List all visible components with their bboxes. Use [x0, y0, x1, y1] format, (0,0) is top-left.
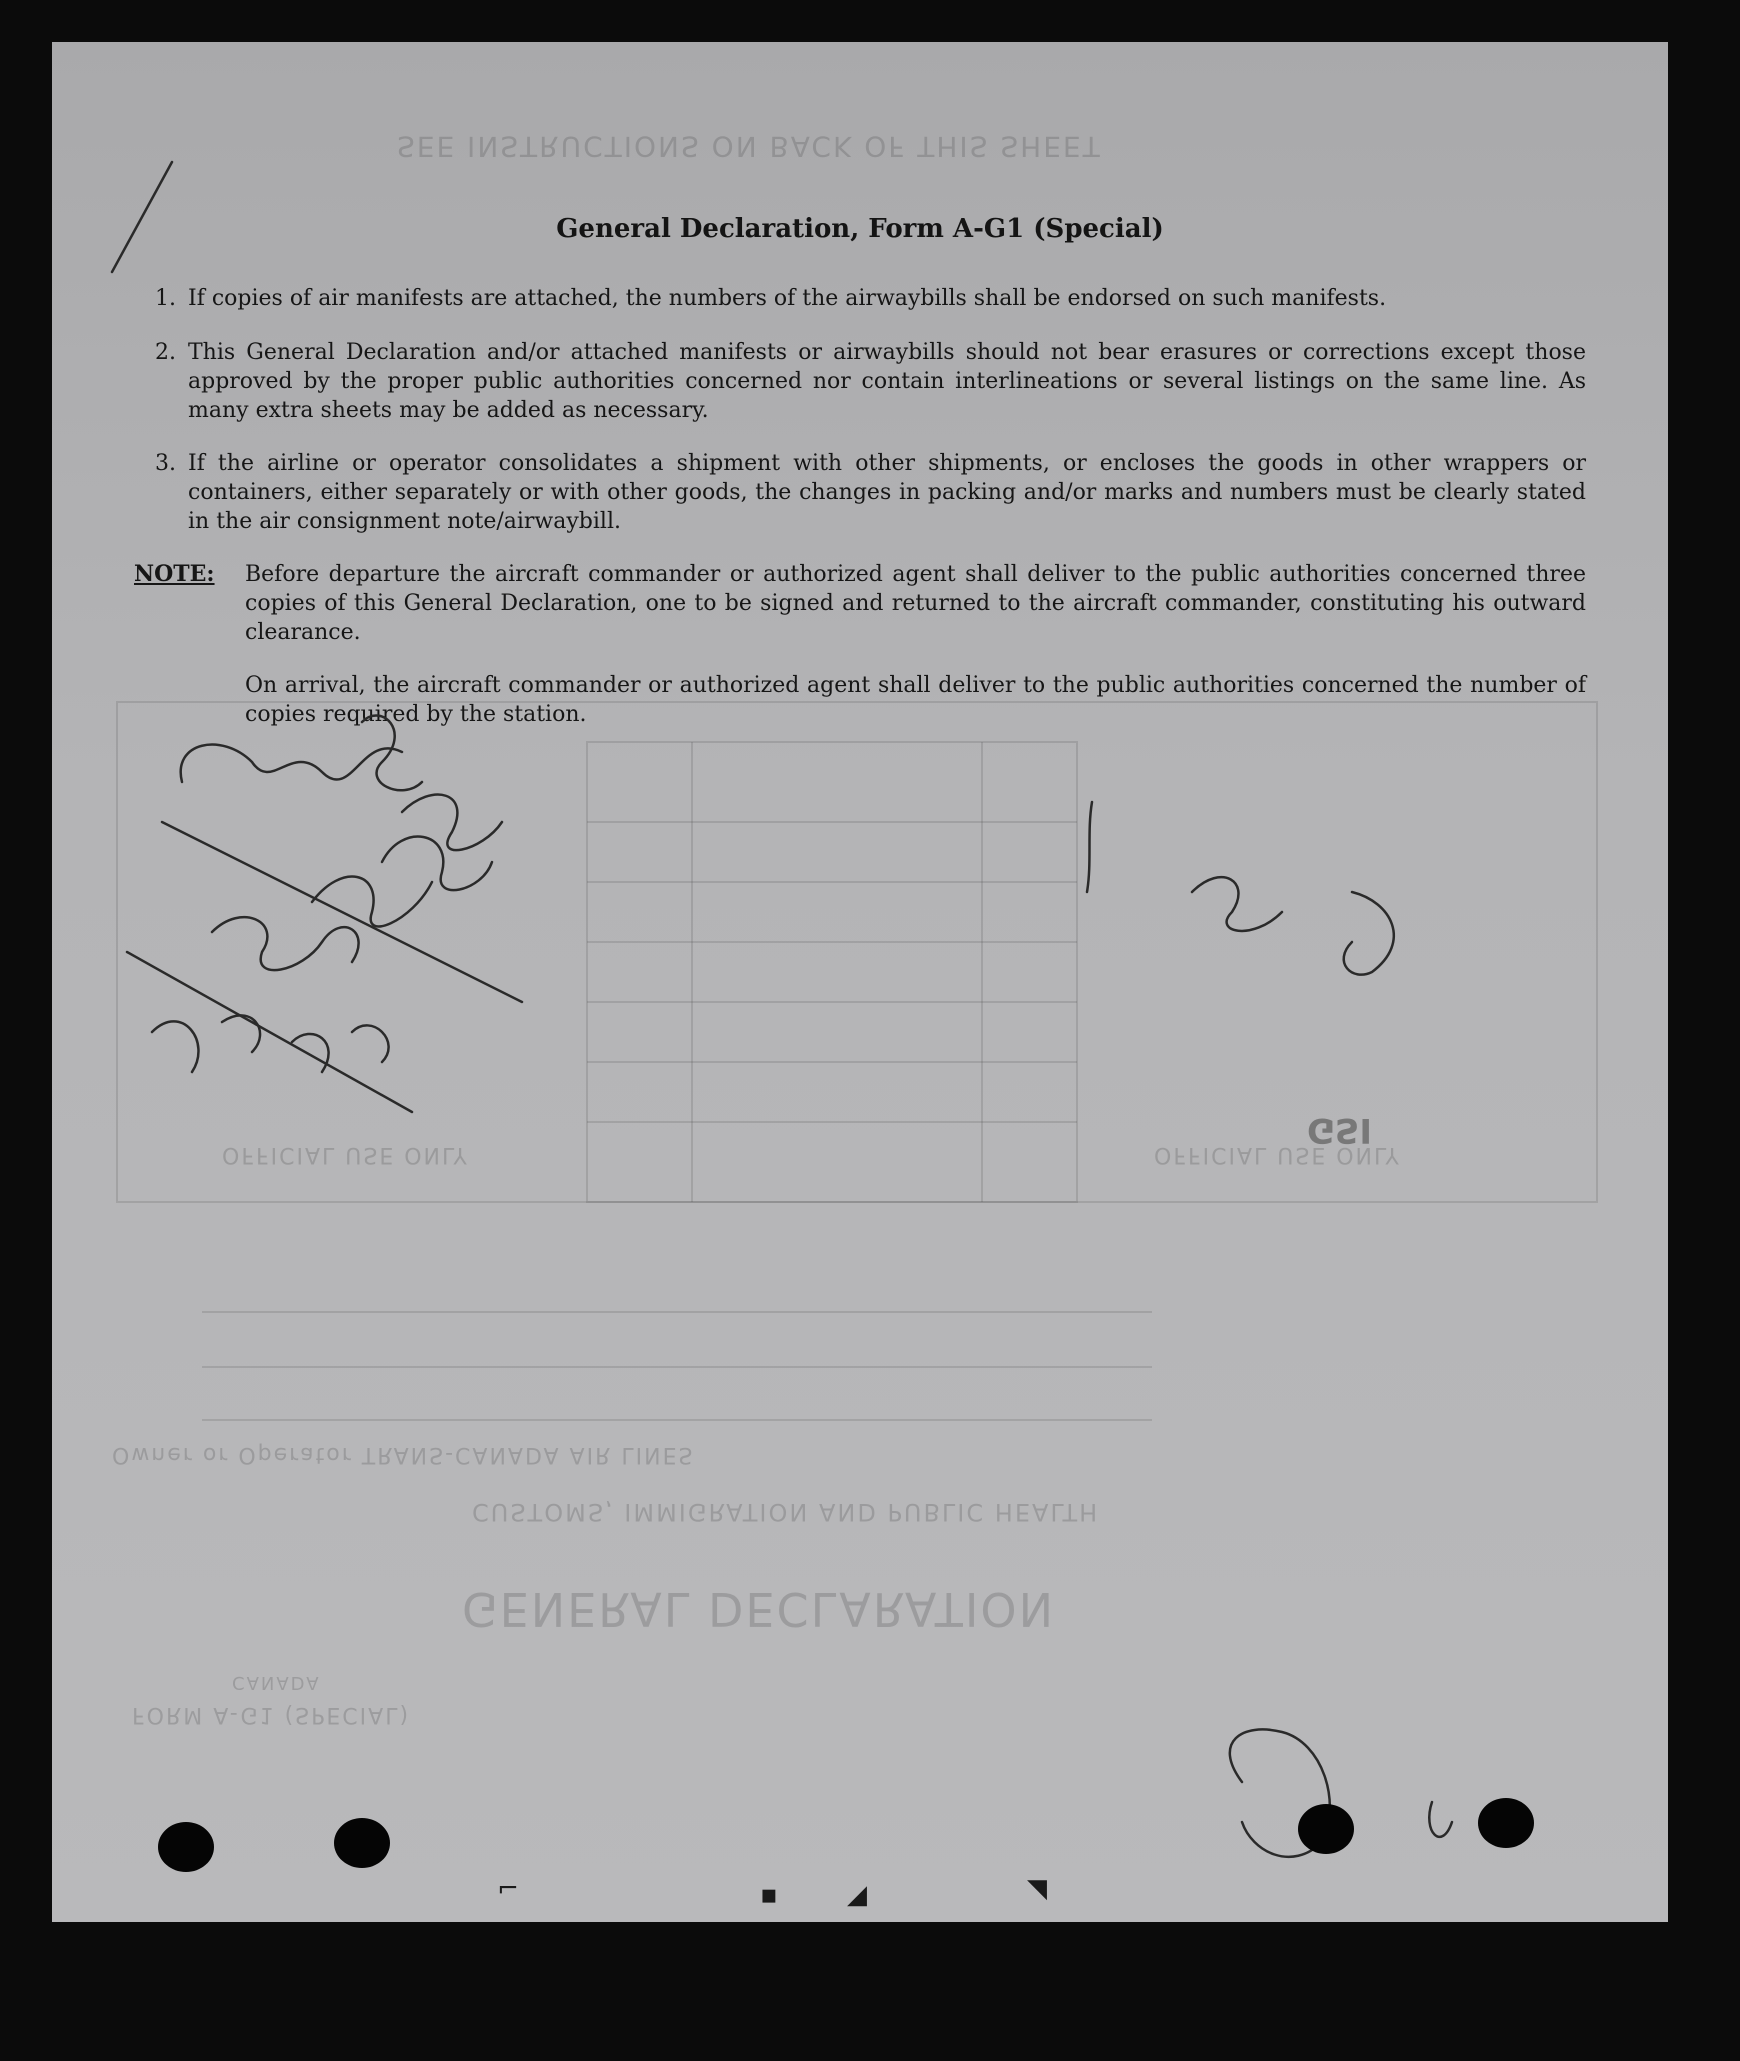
- bleed-through-top-line: SEE INSTRUCTIONS ON BACK OF THIS SHEET: [397, 130, 1102, 163]
- punch-hole: [1478, 1798, 1534, 1848]
- bleed-through-official-right: OFFICIAL USE ONLY: [1154, 1142, 1401, 1167]
- bleed-through-subheading: CUSTOMS, IMMIGRATION AND PUBLIC HEALTH: [472, 1498, 1100, 1526]
- note-label: NOTE:: [134, 561, 215, 587]
- bleed-through-heading: GENERAL DECLARATION: [462, 1582, 1056, 1636]
- form-title: General Declaration, Form A-G1 (Special): [556, 214, 1164, 244]
- ink-speck: ▪: [760, 1880, 778, 1910]
- item-text: If copies of air manifests are attached, the numbers of the airwaybills shall be endorsed on such manifests.: [188, 286, 1387, 311]
- punch-hole: [1298, 1804, 1354, 1854]
- punch-hole: [334, 1818, 390, 1868]
- ink-speck: ◥: [1027, 1874, 1047, 1904]
- bleed-through-official-left: OFFICIAL USE ONLY: [222, 1142, 469, 1167]
- ink-speck: ⌐: [497, 1874, 519, 1904]
- handwritten-signature-scribbles: [52, 42, 1668, 1922]
- stamp-mark: GSI: [1307, 1110, 1373, 1150]
- document-sheet: [52, 42, 1668, 1922]
- item-number: 1.: [155, 286, 176, 311]
- arrival-text: On arrival, the aircraft commander or authorized agent shall deliver to the public authorities concerned the number of copies required by the station.: [245, 673, 1586, 727]
- item-number: 3.: [155, 451, 176, 476]
- bleed-through-form-line: FORM A-G1 (SPECIAL): [132, 1702, 411, 1727]
- punch-hole: [158, 1822, 214, 1872]
- bleed-through-owner-line: Owner or Operator TRANS-CANADA AIR LINES: [112, 1442, 695, 1467]
- ink-speck: ◢: [847, 1880, 867, 1910]
- item-text: This General Declaration and/or attached manifests or airwaybills should not bear erasures or corrections except those approved by the proper public authorities concerned nor contain interlineations or several listings on the same line. As many extra sheets may be added as necessary.: [188, 340, 1586, 423]
- item-text: If the airline or operator consolidates a shipment with other shipments, or encloses the goods in other wrappers or containers, either separately or with other goods, the changes in packing and/or marks and numbers must be clearly stated in the air consignment note/airwaybill.: [188, 451, 1586, 534]
- note-text: Before departure the aircraft commander or authorized agent shall deliver to the public authorities concerned three copies of this General Declaration, one to be signed and returned to the aircraft commander, constituting his outward clearance.: [245, 562, 1586, 645]
- bleed-through-country: CANADA: [232, 1672, 321, 1693]
- item-number: 2.: [155, 340, 176, 365]
